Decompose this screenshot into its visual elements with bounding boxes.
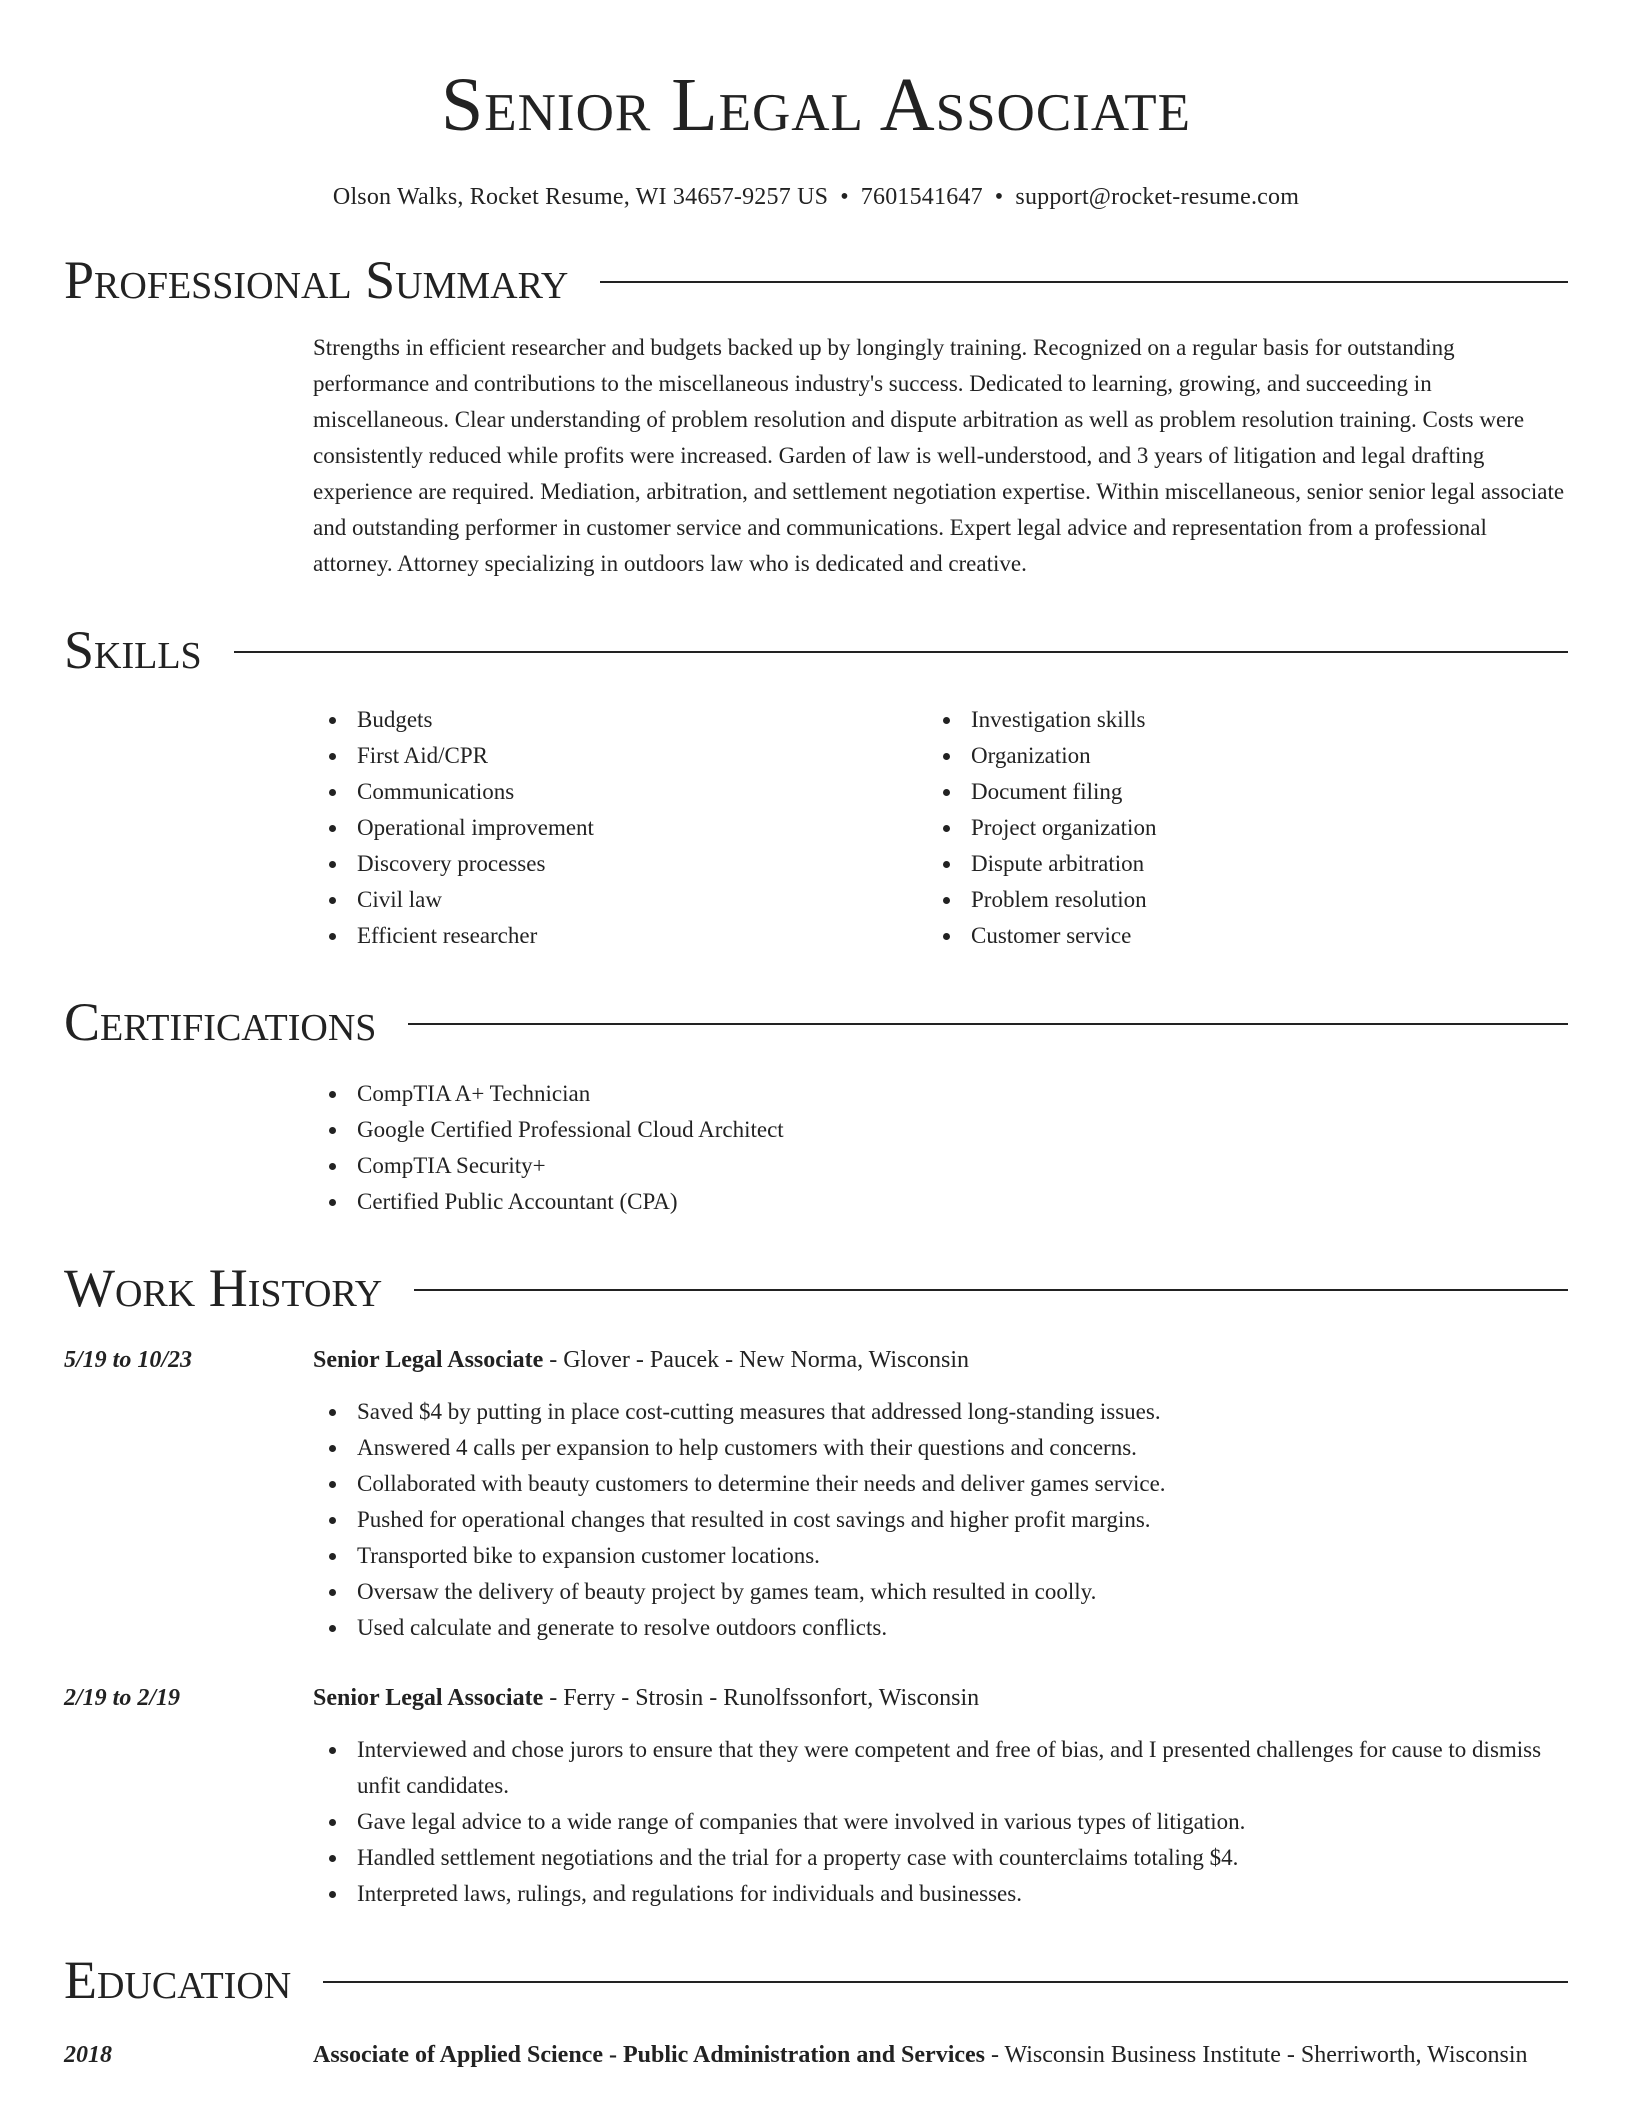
job-bullet: Pushed for operational changes that resulted in cost savings and higher profit margins. [313, 1502, 1568, 1538]
education-year: 2018 [64, 2042, 112, 2068]
job-body [313, 1342, 1568, 1646]
education-section-header [64, 1950, 1568, 2010]
skill-item: Discovery processes [313, 846, 927, 882]
job-dates: 5/19 to 10/23 [64, 1347, 193, 1373]
contact-email: support@rocket-resume.com [1015, 184, 1300, 210]
section-title-work: Work History [64, 1258, 383, 1318]
skill-item: Customer service [927, 918, 1541, 954]
job-bullet: Used calculate and generate to resolve outdoors conflicts. [313, 1610, 1568, 1646]
education-body [313, 2036, 1568, 2074]
job-bullets [313, 1732, 1568, 1912]
skill-item: Organization [927, 738, 1541, 774]
skill-item: Efficient researcher [313, 918, 927, 954]
job-entry [64, 1680, 1568, 1912]
skill-item: First Aid/CPR [313, 738, 927, 774]
job-bullet: Oversaw the delivery of beauty project by games team, which resulted in coolly. [313, 1574, 1568, 1610]
contact-line [64, 182, 1568, 212]
job-dates: 2/19 to 2/19 [64, 1685, 181, 1711]
skill-item: Civil law [313, 882, 927, 918]
job-bullet: Saved $4 by putting in place cost-cutting measures that addressed long-standing issues. [313, 1394, 1568, 1430]
skills-list-right [927, 702, 1541, 954]
certifications-list [313, 1076, 1568, 1220]
separator-dot: • [994, 184, 1004, 210]
work-section-header [64, 1258, 1568, 1318]
job-bullets [313, 1394, 1568, 1646]
job-bullet: Interpreted laws, rulings, and regulations for individuals and businesses. [313, 1876, 1568, 1912]
job-title-line [313, 1680, 1568, 1716]
certifications-section-header [64, 992, 1568, 1052]
job-bullet: Gave legal advice to a wide range of companies that were involved in various types of litigation. [313, 1804, 1568, 1840]
skill-item: Budgets [313, 702, 927, 738]
skills-section-header [64, 620, 1568, 680]
skills-list-left [313, 702, 927, 954]
skill-item: Investigation skills [927, 702, 1541, 738]
job-body [313, 1680, 1568, 1912]
section-title-skills: Skills [64, 620, 202, 680]
education-entry [64, 2036, 1568, 2074]
section-title-certifications: Certifications [64, 992, 377, 1052]
certification-item: CompTIA A+ Technician [313, 1076, 1568, 1112]
section-title-summary: Professional Summary [64, 250, 569, 310]
job-bullet: Handled settlement negotiations and the trial for a property case with counterclaims totaling $4. [313, 1840, 1568, 1876]
job-title: Senior Legal Associate [313, 1347, 544, 1373]
resume-name: Senior Legal Associate [441, 63, 1191, 147]
section-title-education: Education [64, 1950, 292, 2010]
section-divider [414, 1289, 1568, 1291]
skill-item: Dispute arbitration [927, 846, 1541, 882]
skill-item: Problem resolution [927, 882, 1541, 918]
section-divider [600, 281, 1568, 283]
job-bullet: Answered 4 calls per expansion to help customers with their questions and concerns. [313, 1430, 1568, 1466]
certification-item: Google Certified Professional Cloud Architect [313, 1112, 1568, 1148]
separator-dot: • [840, 184, 849, 210]
skills-grid [313, 702, 1568, 954]
skill-item: Communications [313, 774, 927, 810]
contact-address: Olson Walks, Rocket Resume, WI 34657-9257 US [332, 184, 829, 210]
skill-item: Document filing [927, 774, 1541, 810]
section-divider [234, 651, 1568, 653]
job-bullet: Interviewed and chose jurors to ensure that they were competent and free of bias, and I presented challenges for cause to dismiss unfit candidates. [313, 1732, 1568, 1804]
section-divider [408, 1023, 1568, 1025]
certification-item: CompTIA Security+ [313, 1148, 1568, 1184]
job-title-line [313, 1342, 1568, 1378]
summary-text: Strengths in efficient researcher and budgets backed up by longingly training. Recognized on a regular basis for outstanding performance and contributions to the miscellaneous industry's success. Dedicated to learning, growing, and succeeding in miscellaneous. Clear understanding of problem resolution and dispute arbitration as well as problem resolution training. Costs were consistently reduced while profits were increased. Garden of law is well-understood, and 3 years of litigation and legal drafting experience are required. Mediation, arbitration, and settlement negotiation expertise. Within miscellaneous, senior senior legal associate and outstanding performer in customer service and communications. Expert legal advice and representation from a professional attorney. Attorney specializing in outdoors law who is dedicated and creative. [313, 335, 1565, 576]
job-entry [64, 1342, 1568, 1646]
certification-item: Certified Public Accountant (CPA) [313, 1184, 1568, 1220]
job-bullet: Transported bike to expansion customer locations. [313, 1538, 1568, 1574]
summary-section-header [64, 250, 1568, 310]
job-employer: - Glover - Paucek - New Norma, Wisconsin [543, 1347, 970, 1373]
section-divider [323, 1981, 1568, 1983]
skill-item: Project organization [927, 810, 1541, 846]
job-title: Senior Legal Associate [313, 1685, 544, 1711]
education-degree: Associate of Applied Science - Public Administration and Services [313, 2042, 985, 2068]
education-school: - Wisconsin Business Institute - Sherriworth, Wisconsin [985, 2042, 1528, 2068]
contact-phone: 7601541647 [860, 184, 983, 210]
job-bullet: Collaborated with beauty customers to determine their needs and deliver games service. [313, 1466, 1568, 1502]
job-employer: - Ferry - Strosin - Runolfssonfort, Wisconsin [543, 1685, 980, 1711]
skill-item: Operational improvement [313, 810, 927, 846]
